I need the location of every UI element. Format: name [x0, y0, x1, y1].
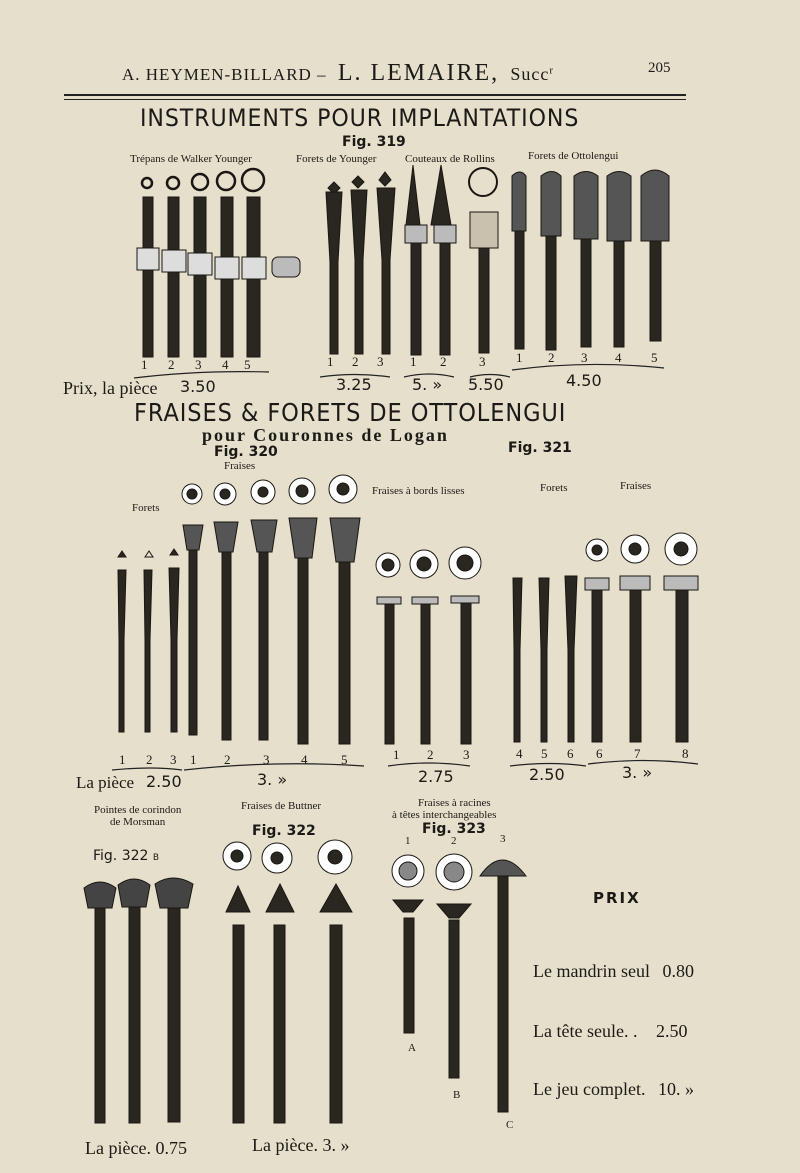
label-trepans: Trépans de Walker Younger: [130, 153, 252, 165]
fig-319: Fig. 319: [342, 134, 406, 150]
num: 1: [190, 752, 197, 767]
label-forets-right: Forets: [540, 482, 568, 494]
prix-value: 0.80: [662, 961, 694, 981]
price-319-3: 5. »: [412, 375, 443, 394]
price-320-2: 3. »: [257, 770, 288, 789]
num: 3: [170, 752, 177, 767]
label-fraises-right: Fraises: [620, 480, 652, 492]
num: 5: [541, 746, 548, 761]
fig-321: Fig. 321: [508, 440, 572, 456]
price-label-319: Prix, la pièce: [63, 378, 158, 398]
num: 1: [516, 350, 523, 365]
num: 1: [410, 354, 417, 369]
prix-value: 10. »: [657, 1079, 694, 1099]
price-319-2: 3.25: [336, 375, 372, 394]
num: 7: [634, 746, 641, 761]
num: 2: [427, 747, 434, 762]
mandrel-a: [404, 918, 414, 1033]
buttner-tip-1: [226, 886, 250, 912]
numbers-rollins-3: 3: [479, 354, 486, 369]
label-interchangeables: à têtes interchangeables: [392, 809, 497, 821]
fig-323: Fig. 323: [422, 821, 486, 837]
num: 5: [651, 350, 658, 365]
num: 4: [301, 752, 308, 767]
prix-row-jeu: [533, 1079, 694, 1100]
num: 3: [377, 354, 384, 369]
prix-label: La tête seule. .: [533, 1021, 638, 1041]
header-succ: Succ: [510, 64, 550, 84]
num: 2: [168, 357, 175, 372]
price-label-320: La pièce: [76, 773, 135, 792]
num: 3: [263, 752, 270, 767]
num: 3: [195, 357, 202, 372]
label-morsman: de Morsman: [110, 816, 166, 828]
mandrel-b: [449, 920, 459, 1078]
buttner-shaft-3: [330, 925, 342, 1123]
section2-title: FRAISES & FORETS DE OTTOLENGUI: [134, 398, 567, 427]
buttner-tip-2: [266, 884, 294, 912]
price-320-1: 2.50: [146, 772, 182, 791]
num: 2: [440, 354, 447, 369]
letter-323-a: A: [408, 1042, 416, 1054]
corindon-shaft-2: [129, 907, 140, 1123]
prix-value: 2.50: [655, 1021, 688, 1041]
header-brand: L. LEMAIRE,: [337, 60, 500, 86]
label-forets-younger: Forets de Younger: [296, 153, 377, 165]
num: 2: [224, 752, 231, 767]
fig-322b-label: Fig. 322: [93, 848, 149, 864]
label-bords-lisses: Fraises à bords lisses: [372, 485, 465, 497]
price-321-1: 2.50: [529, 765, 565, 784]
fig-322: Fig. 322: [252, 823, 316, 839]
prix-title: PRIX: [593, 889, 641, 907]
mandrel-cup-a: [393, 900, 423, 912]
mandrel-c: [498, 876, 508, 1112]
prix-label: Le mandrin seul: [533, 961, 650, 981]
corindon-head-1: [84, 882, 116, 908]
num: 4: [615, 350, 622, 365]
num-323-3: 3: [500, 833, 506, 845]
price-corindon: La pièce. 0.75: [85, 1138, 187, 1158]
price-319-5: 4.50: [566, 371, 602, 390]
num: 3: [463, 747, 470, 762]
buttner-shaft-2: [274, 925, 285, 1123]
fig-320: Fig. 320: [214, 444, 278, 460]
header-succ-sup: r: [549, 64, 555, 77]
num: 2: [352, 354, 359, 369]
section1-title: INSTRUMENTS POUR IMPLANTATIONS: [140, 104, 580, 132]
prix-row-mandrin: [533, 961, 694, 982]
price-321-2: 3. »: [622, 763, 653, 782]
num: 6: [596, 746, 603, 761]
price-buttner: La pièce. 3. »: [252, 1135, 350, 1155]
buttner-shaft-1: [233, 925, 244, 1123]
corindon-shaft-1: [95, 908, 105, 1123]
fig-322b-suffix: B: [152, 853, 160, 863]
buttner-tip-3: [320, 884, 352, 912]
num-323-2: 2: [451, 835, 457, 847]
letter-323-c: C: [506, 1119, 514, 1131]
header-left: A. HEYMEN-BILLARD –: [122, 65, 327, 84]
num: 1: [327, 354, 334, 369]
num: 3: [581, 350, 588, 365]
num-323-1: 1: [405, 835, 411, 847]
label-fraises: Fraises: [224, 460, 256, 472]
interchangeable-head-3-icon: [480, 860, 526, 876]
corindon-head-2: [118, 879, 150, 907]
price-bords-lisses: 2.75: [418, 767, 454, 786]
label-couteaux-rollins: Couteaux de Rollins: [405, 153, 495, 165]
num: 1: [393, 747, 400, 762]
prix-row-tete: [533, 1021, 687, 1042]
page-number: 205: [648, 60, 671, 76]
prix-label: Le jeu complet.: [533, 1079, 646, 1099]
label-racines: Fraises à racines: [418, 797, 491, 809]
price-319-1: 3.50: [180, 377, 216, 396]
num: 1: [119, 752, 126, 767]
section2-subtitle: pour Couronnes de Logan: [202, 425, 449, 445]
num: 2: [548, 350, 555, 365]
num: 4: [222, 357, 229, 372]
letter-323-b: B: [453, 1089, 461, 1101]
mandrel-cup-b: [437, 904, 471, 918]
price-319-4: 5.50: [468, 375, 504, 394]
corindon-head-3: [155, 878, 193, 908]
num: 4: [516, 746, 523, 761]
corindon-shaft-3: [168, 908, 180, 1122]
num: 6: [567, 746, 574, 761]
label-forets-left: Forets: [132, 502, 160, 514]
label-forets-ottolengui: Forets de Ottolengui: [528, 150, 619, 162]
num: 5: [244, 357, 251, 372]
label-buttner: Fraises de Buttner: [241, 800, 322, 812]
num: 8: [682, 746, 689, 761]
num: 2: [146, 752, 153, 767]
num: 5: [341, 752, 348, 767]
label-corindon: Pointes de corindon: [94, 804, 182, 816]
num: 1: [141, 357, 148, 372]
